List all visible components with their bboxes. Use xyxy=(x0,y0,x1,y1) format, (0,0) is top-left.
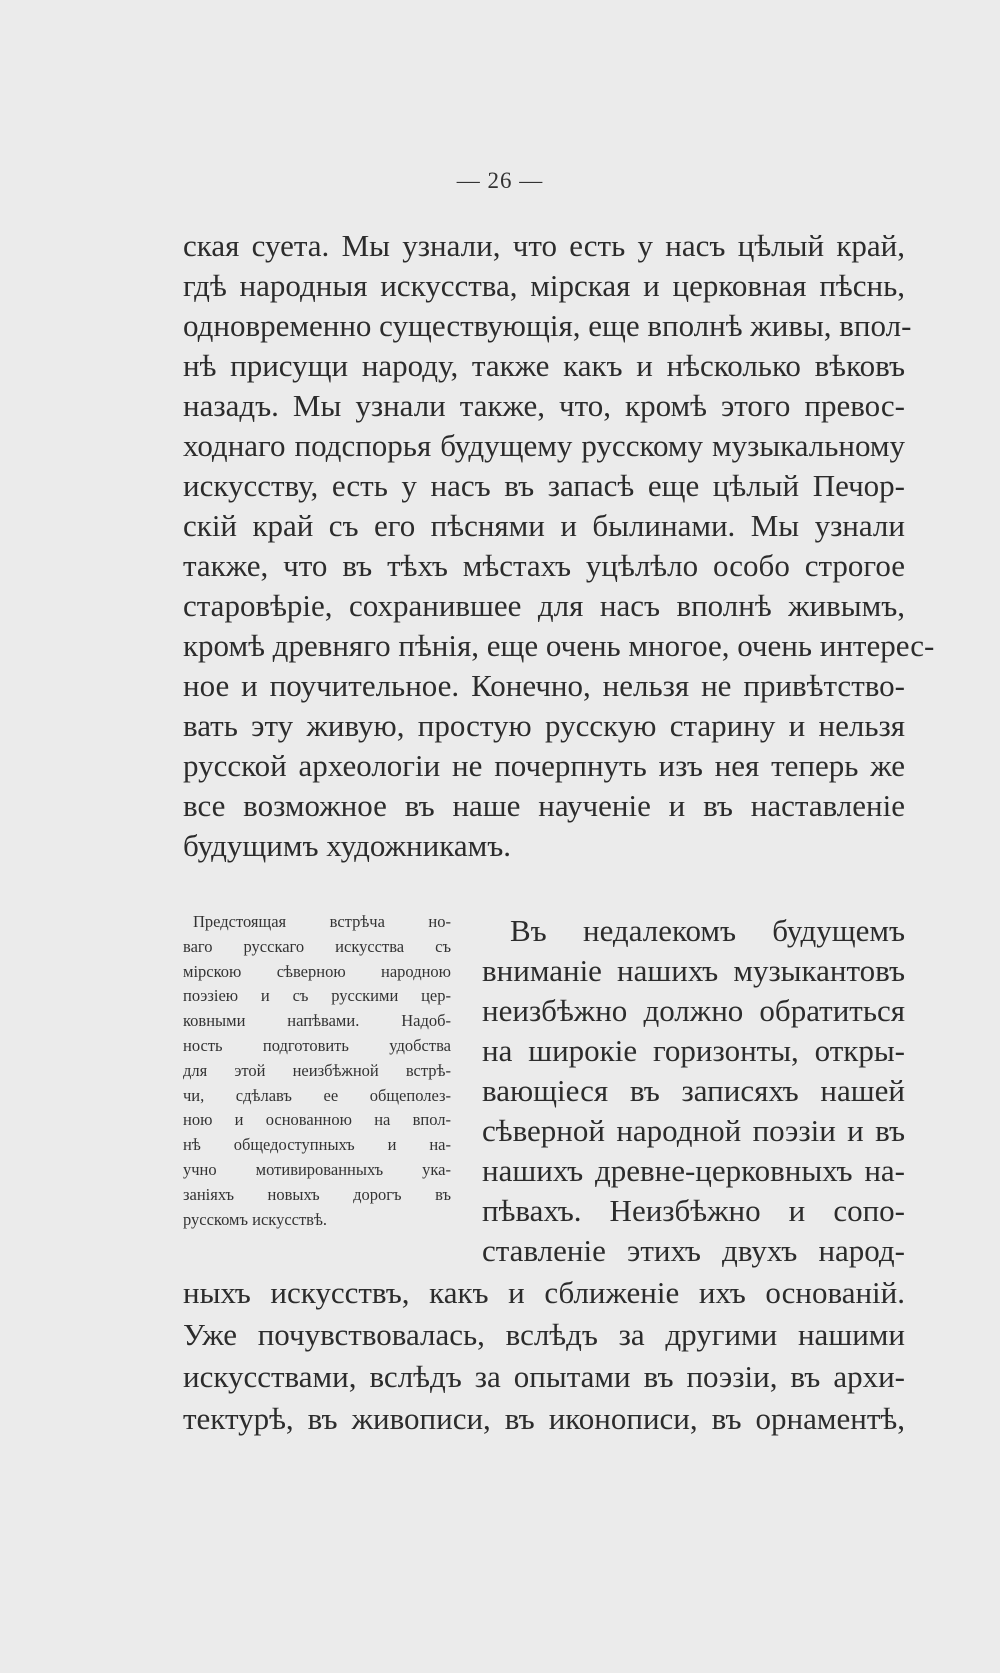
margin-note-line: для этой неизбѣжной встрѣ- xyxy=(183,1060,451,1080)
margin-note-line: ною и основанною на впол- xyxy=(183,1110,451,1130)
text-line: вниманiе нашихъ музыкантовъ xyxy=(482,953,905,988)
text-line: нашихъ древне-церковныхъ на- xyxy=(482,1153,905,1188)
margin-note-line: русскомъ искусствѣ. xyxy=(183,1209,328,1229)
margin-note xyxy=(183,910,451,1232)
margin-note-line: чи, сдѣлавъ ее общеполез- xyxy=(183,1085,451,1105)
text-line: сѣверной народной поэзiи и въ xyxy=(482,1113,905,1148)
text-line: неизбѣжно должно обратиться xyxy=(482,993,905,1028)
page-number: — 26 — xyxy=(456,168,544,193)
text-line: одновременно существующiя, еще вполнѣ живы, впол- xyxy=(183,308,912,343)
margin-note-line: учно мотивированныхъ ука- xyxy=(183,1159,451,1179)
text-line: Уже почувствовалась, вслѣдъ за другими нашими xyxy=(183,1317,905,1352)
text-line: ходнаго подспорья будущему русскому музыкальному xyxy=(183,428,905,463)
text-line: также, что въ тѣхъ мѣстахъ уцѣлѣло особо строгое xyxy=(183,548,905,583)
text-line: Въ недалекомъ будущемъ xyxy=(510,913,905,948)
text-line: кромѣ древняго пѣнiя, еще очень многое, очень интерес- xyxy=(183,628,935,663)
margin-note-line: ваго русскаго искусства съ xyxy=(183,936,451,956)
text-line: все возможное въ наше наученiе и въ наставленiе xyxy=(183,788,905,823)
margin-note-line: Предстоящая встрѣча но- xyxy=(193,912,451,931)
text-line: вать эту живую, простую русскую старину и нельзя xyxy=(183,708,905,743)
text-line: ставленiе этихъ двухъ народ- xyxy=(482,1233,905,1268)
text-line: гдѣ народныя искусства, мiрская и церковная пѣснь, xyxy=(183,268,905,303)
text-line: тектурѣ, въ живописи, въ иконописи, въ орнаментѣ, xyxy=(183,1401,905,1436)
text-line: ская суета. Мы узнали, что есть у насъ цѣлый край, xyxy=(183,228,905,263)
margin-note-line: занiяхъ новыхъ дорогъ въ xyxy=(183,1184,451,1204)
text-line: русской археологiи не почерпнуть изъ нея теперь же xyxy=(183,748,905,783)
text-line: на широкiе горизонты, откры- xyxy=(482,1033,905,1068)
text-line: назадъ. Мы узнали также, что, кромѣ этого превос- xyxy=(183,388,905,423)
margin-note-line: ковными напѣвами. Надоб- xyxy=(183,1011,451,1031)
text-line: искусству, есть у насъ въ запасѣ еще цѣлый Печор- xyxy=(183,468,905,503)
text-line: пѣвахъ. Неизбѣжно и сопо- xyxy=(482,1193,905,1228)
margin-note-line: поэзiею и съ русскими цер- xyxy=(183,986,451,1006)
text-line: ныхъ искусствъ, какъ и сближенiе ихъ основанiй. xyxy=(183,1275,905,1310)
text-line: будущимъ художникамъ. xyxy=(183,828,511,863)
margin-note-line: нѣ общедоступныхъ и на- xyxy=(183,1135,451,1155)
text-line: ное и поучительное. Конечно, нельзя не привѣтство- xyxy=(183,668,905,703)
text-line: скiй край съ его пѣснями и былинами. Мы узнали xyxy=(183,508,905,543)
text-line: старовѣрiе, сохранившее для насъ вполнѣ живымъ, xyxy=(183,588,905,623)
text-line: искусствами, вслѣдъ за опытами въ поэзiи, въ архи- xyxy=(183,1359,905,1394)
text-line: нѣ присущи народу, также какъ и нѣсколько вѣковъ xyxy=(183,348,905,383)
text-line: вающiеся въ записяхъ нашей xyxy=(482,1073,905,1108)
margin-note-line: мiрскою сѣверною народною xyxy=(183,961,451,981)
margin-note-line: ность подготовить удобства xyxy=(183,1035,451,1055)
